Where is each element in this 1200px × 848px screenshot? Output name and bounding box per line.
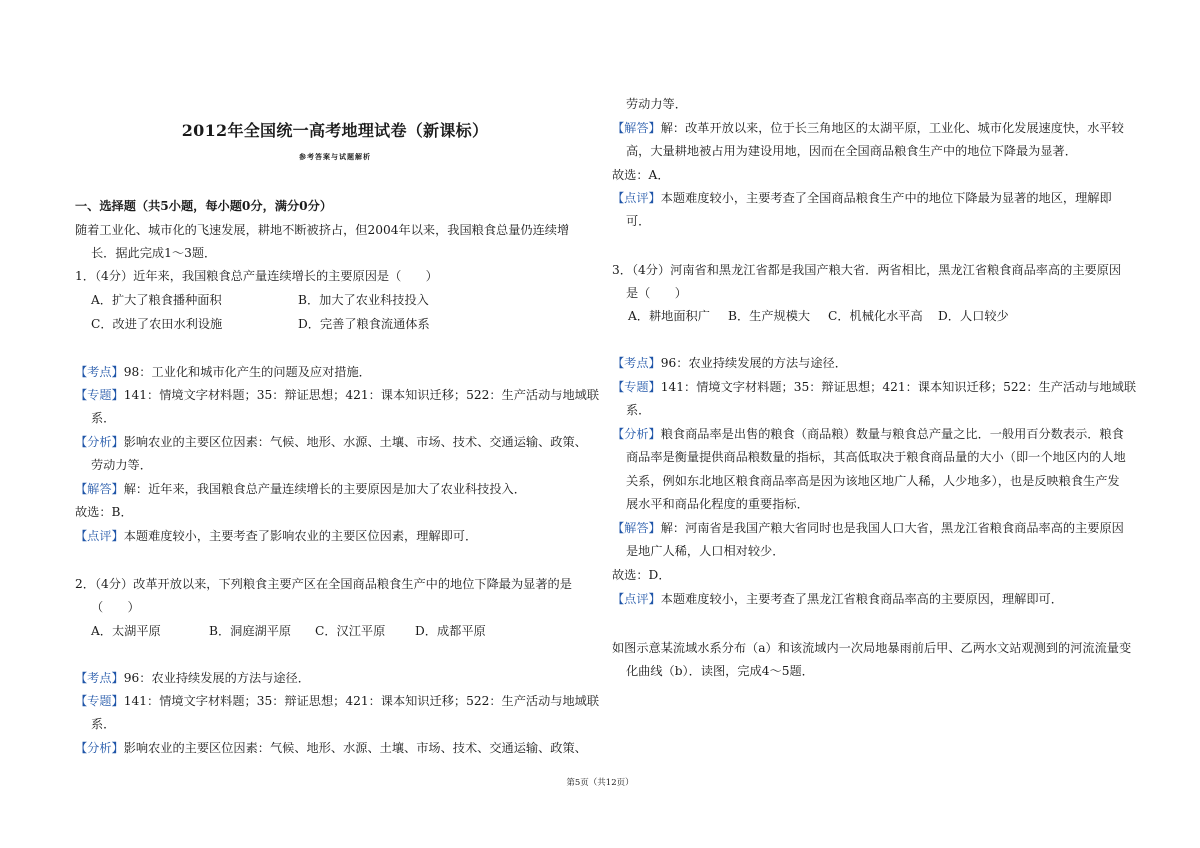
q1-answer: 故选：B． [75,505,133,519]
q3-answer: 故选：D． [612,568,671,582]
q3-fenxi: 【分析】粮食商品率是出售的粮食（商品粮）数量与粮食总产量之比．一般用百分数表示．粮食 [612,427,1124,441]
q45-intro-cont: 化曲线（b）．读图，完成4～5题． [626,664,814,678]
q1-fenxi-cont: 劳动力等． [91,458,152,472]
q2-option-c: C．汉江平原 [315,624,386,638]
q1-fenxi: 【分析】影响农业的主要区位因素：气候、地形、水源、土壤、市场、技术、交通运输、政策、 [75,435,587,449]
q2-dianping: 【点评】本题难度较小，主要考查了全国商品粮食生产中的地位下降最为显著的地区，理解即 [612,191,1112,205]
q45-intro: 如图示意某流域水系分布（a）和该流域内一次局地暴雨前后甲、乙两水文站观测到的河流流量变 [612,641,1132,655]
q2-options [91,623,486,639]
q3-option-d: D．人口较少 [938,309,1009,323]
intro-line-2: 长．据此完成1～3题． [91,246,217,260]
q2-kaodian: 【考点】96：农业持续发展的方法与途径． [75,671,310,685]
q1-option-d: D．完善了粮食流通体系 [298,317,430,331]
q2-jieda: 【解答】解：改革开放以来，位于长三角地区的太湖平原，工业化、城市化发展速度快，水平较 [612,121,1124,135]
q1-dianping: 【点评】本题难度较小，主要考查了影响农业的主要区位因素，理解即可． [75,529,478,543]
q1-options-row-2 [91,316,430,332]
q2-option-a: A．太湖平原 [91,624,161,638]
intro-line-1: 随着工业化、城市化的飞速发展，耕地不断被挤占，但2004年以来，我国粮食总量仍连续增 [75,223,570,237]
q3-option-b: B．生产规模大 [728,309,811,323]
q3-zhuanti-cont: 系． [626,403,651,417]
q2-zhuanti-cont: 系． [91,717,116,731]
tag-dianping: 【点评】 [75,529,124,543]
q3-stem: 3．（4分）河南省和黑龙江省都是我国产粮大省．两省相比，黑龙江省粮食商品率高的主要原因 [612,263,1122,277]
q2-dianping-cont: 可． [626,214,651,228]
q1-option-c: C．改进了农田水利设施 [91,317,223,331]
q3-options [628,308,1009,324]
page-title: 2012年全国统一高考地理试卷（新课标） [181,121,489,140]
q2-zhuanti: 【专题】141：情境文字材料题；35：辩证思想；421：课本知识迁移；522：生产活动与地域联 [75,694,600,708]
tag-jieda: 【解答】 [75,482,124,496]
q2-stem: 2．（4分）改革开放以来，下列粮食主要产区在全国商品粮食生产中的地位下降最为显著的是 [75,577,572,591]
q1-jieda: 【解答】解：近年来，我国粮食总产量连续增长的主要原因是加大了农业科技投入． [75,482,526,496]
q3-fenxi-cont-2: 关系，例如东北地区粮食商品率高是因为该地区地广人稀，人少地多），也是反映粮食生产发 [626,474,1120,488]
q3-jieda: 【解答】解：河南省是我国产粮大省同时也是我国人口大省，黑龙江省粮食商品率高的主要原因 [612,521,1124,535]
q1-option-b: B．加大了农业科技投入 [298,293,429,307]
q3-dianping: 【点评】本题难度较小，主要考查了黑龙江省粮食商品率高的主要原因，理解即可． [612,592,1063,606]
q1-kaodian: 【考点】98：工业化和城市化产生的问题及应对措施． [75,365,371,379]
q2-stem-cont: （ ） [91,600,140,614]
q2-option-b: B．洞庭湖平原 [209,624,292,638]
q3-zhuanti: 【专题】141：情境文字材料题；35：辩证思想；421：课本知识迁移；522：生产活动与地域联 [612,380,1137,394]
q1-options-row-1 [91,292,429,308]
q3-option-c: C．机械化水平高 [828,309,923,323]
q3-fenxi-cont-1: 商品率是衡量提供商品粮数量的指标，其高低取决于粮食商品量的大小（即一个地区内的人地 [626,450,1126,464]
q1-zhuanti: 【专题】141：情境文字材料题；35：辩证思想；421：课本知识迁移；522：生产活动与地域联 [75,388,600,402]
q1-stem: 1．（4分）近年来，我国粮食总产量连续增长的主要原因是（ ） [75,269,438,283]
q2-answer: 故选：A． [612,168,670,182]
tag-kaodian: 【考点】 [75,365,124,379]
tag-zhuanti: 【专题】 [75,388,124,402]
q2-fenxi: 【分析】影响农业的主要区位因素：气候、地形、水源、土壤、市场、技术、交通运输、政策、 [75,741,587,755]
page-subtitle: 参考答案与试题解析 [299,152,371,161]
q2-jieda-cont: 高，大量耕地被占用为建设用地，因而在全国商品粮食生产中的地位下降最为显著． [626,144,1077,158]
tag-fenxi: 【分析】 [75,435,124,449]
q3-stem-cont: 是（ ） [626,286,687,300]
q3-jieda-cont: 是地广人稀，人口相对较少． [626,544,785,558]
q2-option-d: D．成都平原 [415,624,486,638]
q1-option-a: A．扩大了粮食播种面积 [91,293,222,307]
q1-zhuanti-cont: 系． [91,411,116,425]
q3-fenxi-cont-3: 展水平和商品化程度的重要指标． [626,497,809,511]
section-heading: 一、选择题（共5小题，每小题0分，满分0分） [75,199,333,213]
page-number: 第5页（共12页） [566,778,634,788]
q3-option-a: A．耕地面积广 [628,309,710,323]
q3-kaodian: 【考点】96：农业持续发展的方法与途径． [612,356,847,370]
q2-fenxi-cont: 劳动力等． [626,97,687,111]
